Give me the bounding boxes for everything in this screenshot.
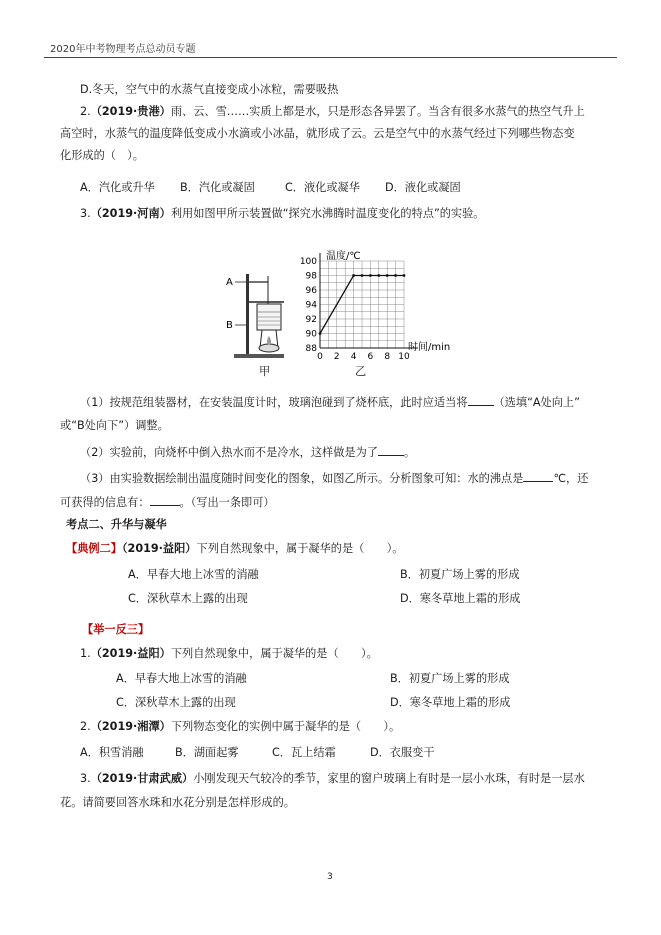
j1-number: 1.	[80, 647, 91, 660]
j2-number: 2.	[80, 720, 91, 733]
header-title: 2020年中考物理考点总动员专题	[50, 44, 196, 55]
q3-source: （2019·河南）	[90, 207, 171, 220]
ex2-option-b: B．初夏广场上雾的形成	[400, 568, 520, 581]
y-tick-label: 92	[305, 315, 317, 325]
y-tick-label: 98	[305, 271, 317, 282]
x-axis-label: 时间/min	[408, 342, 451, 353]
part-1-text-a: （1）按规范组装器材，在安装温度计时，玻璃泡碰到了烧杯底，此时应适当将	[80, 396, 468, 409]
question-3-line-1	[80, 206, 484, 221]
ex2-option-d: D．寒冬草地上霜的形成	[400, 592, 521, 605]
j1-option-a: A．早春大地上冰雪的消融	[116, 672, 247, 685]
answer-blank-2[interactable]	[378, 444, 404, 456]
jy-question-2	[80, 719, 400, 734]
jy-question-1	[80, 646, 378, 661]
part-3-line-1	[80, 470, 588, 486]
jy-question-3-line-2: 花。请简要回答水珠和水花分别是怎样形成的。	[60, 796, 295, 809]
data-point	[394, 274, 397, 277]
stand-base	[234, 354, 284, 358]
q2-option-c: C．液化或凝华	[285, 181, 360, 194]
data-point	[403, 274, 406, 277]
example-2-question: 下列自然现象中，属于凝华的是（ ）。	[196, 542, 404, 555]
x-tick-label: 10	[398, 352, 410, 362]
data-point	[386, 274, 389, 277]
answer-blank-3[interactable]	[523, 470, 553, 482]
figure-jia	[222, 262, 292, 380]
x-tick-label: 4	[350, 352, 357, 362]
x-tick-label: 2	[333, 352, 340, 362]
q2-number: 2.	[80, 105, 91, 118]
question-2-line-1	[80, 104, 585, 119]
chart-grid	[320, 261, 404, 348]
y-tick-label: 90	[305, 329, 317, 340]
y-tick-label: 96	[305, 286, 317, 296]
part-3-text-b: ℃，还	[553, 472, 589, 485]
j1-option-d: D．寒冬草地上霜的形成	[390, 696, 511, 709]
page-number: 3	[327, 872, 333, 882]
example-2-tag: 【典例二】	[66, 542, 122, 555]
part-1-text-b: （选填“A处向上”	[493, 396, 580, 409]
q2-option-b: B．汽化或凝固	[180, 181, 255, 194]
j1-source: （2019·益阳）	[90, 647, 171, 660]
q3-number: 3.	[80, 207, 91, 220]
data-point	[369, 274, 372, 277]
answer-blank-1[interactable]	[468, 394, 494, 406]
data-point	[361, 274, 364, 277]
q2-option-d: D．液化或凝固	[385, 181, 461, 194]
ex2-option-a: A．早春大地上冰雪的消融	[128, 568, 259, 581]
caption-yi: 乙	[355, 365, 367, 378]
section-heading-kd2: 考点二、升华与凝华	[66, 518, 167, 531]
y-tick-label: 100	[300, 257, 317, 267]
section-tag-jy3: 【举一反三】	[82, 623, 150, 636]
data-point	[352, 274, 355, 277]
stand-rod	[246, 274, 249, 356]
part-3-text-a: （3）由实验数据绘制出温度随时间变化的图象，如图乙所示。分析图象可知：水的沸点是	[80, 472, 524, 485]
answer-blank-4[interactable]	[150, 494, 180, 506]
j3-number: 3.	[80, 772, 91, 785]
j2-option-a: A．积雪消融	[80, 746, 144, 759]
part-2-line	[80, 444, 415, 460]
j1-option-c: C．深秋草木上露的出现	[116, 696, 236, 709]
j2-option-c: C．瓦上结霜	[272, 746, 336, 759]
alcohol-lamp	[259, 344, 279, 352]
option-d-prev: D.冬天，空气中的水蒸气直接变成小冰粒，需要吸热	[80, 83, 339, 96]
question-2-line-3: 化形成的（ ）。	[60, 149, 144, 162]
caption-jia: 甲	[259, 365, 271, 378]
q2-text-1: 雨、云、雪……实质上都是水，只是形态各异罢了。当含有很多水蒸气的热空气升上	[170, 105, 585, 118]
jy-question-3-line-1	[80, 771, 585, 786]
x-tick-label: 6	[367, 352, 374, 362]
q2-option-a: A．汽化或升华	[80, 181, 155, 194]
question-2-line-2: 高空时，水蒸气的温度降低变成小水滴或小冰晶，就形成了云。云是空气中的水蒸气经过下列哪些物态变	[60, 127, 575, 140]
j3-source: （2019·甘肃武威）	[90, 772, 194, 785]
j2-option-d: D．衣服变干	[370, 746, 435, 759]
label-a: A	[226, 277, 233, 288]
ex2-option-c: C．深秋草木上露的出现	[128, 592, 248, 605]
x-tick-label: 0	[317, 352, 323, 362]
q3-text: 利用如图甲所示装置做“探究水沸腾时温度变化的特点”的实验。	[170, 207, 485, 220]
example-2-line	[66, 541, 403, 556]
part-2-text-b: 。	[404, 446, 416, 459]
figure-yi-chart	[300, 242, 465, 382]
j2-option-b: B．湖面起雾	[175, 746, 239, 759]
j1-option-b: B．初夏广场上雾的形成	[390, 672, 510, 685]
header-rule	[44, 57, 617, 58]
j3-text-1: 小刚发现天气较冷的季节，家里的窗户玻璃上有时是一层小水珠，有时是一层水	[193, 772, 585, 785]
chart-ticks	[300, 257, 410, 362]
j2-question: 下列物态变化的实例中属于凝华的是（ ）。	[170, 720, 401, 733]
part-2-text-a: （2）实验前，向烧杯中倒入热水而不是冷水，这样做是为了	[80, 446, 378, 459]
part-1-line-2: 或“B处向下”）调整。	[60, 419, 169, 432]
y-tick-label: 94	[305, 300, 317, 311]
part-3-text-d: 。（写出一条即可）	[179, 496, 275, 509]
x-tick-label: 8	[384, 352, 391, 362]
y-axis-label: 温度/℃	[326, 251, 361, 262]
data-point	[319, 332, 322, 335]
q2-source: （2019·贵港）	[90, 105, 171, 118]
y-tick-label: 88	[305, 344, 317, 354]
part-3-line-2	[60, 494, 275, 510]
data-point	[377, 274, 380, 277]
j1-question: 下列自然现象中，属于凝华的是（ ）。	[170, 647, 378, 660]
label-b: B	[226, 320, 233, 331]
j2-source: （2019·湘潭）	[90, 720, 171, 733]
part-3-text-c: 可获得的信息有：	[60, 496, 150, 509]
example-2-source: （2019·益阳）	[121, 542, 197, 555]
part-1-line-1	[80, 394, 580, 410]
